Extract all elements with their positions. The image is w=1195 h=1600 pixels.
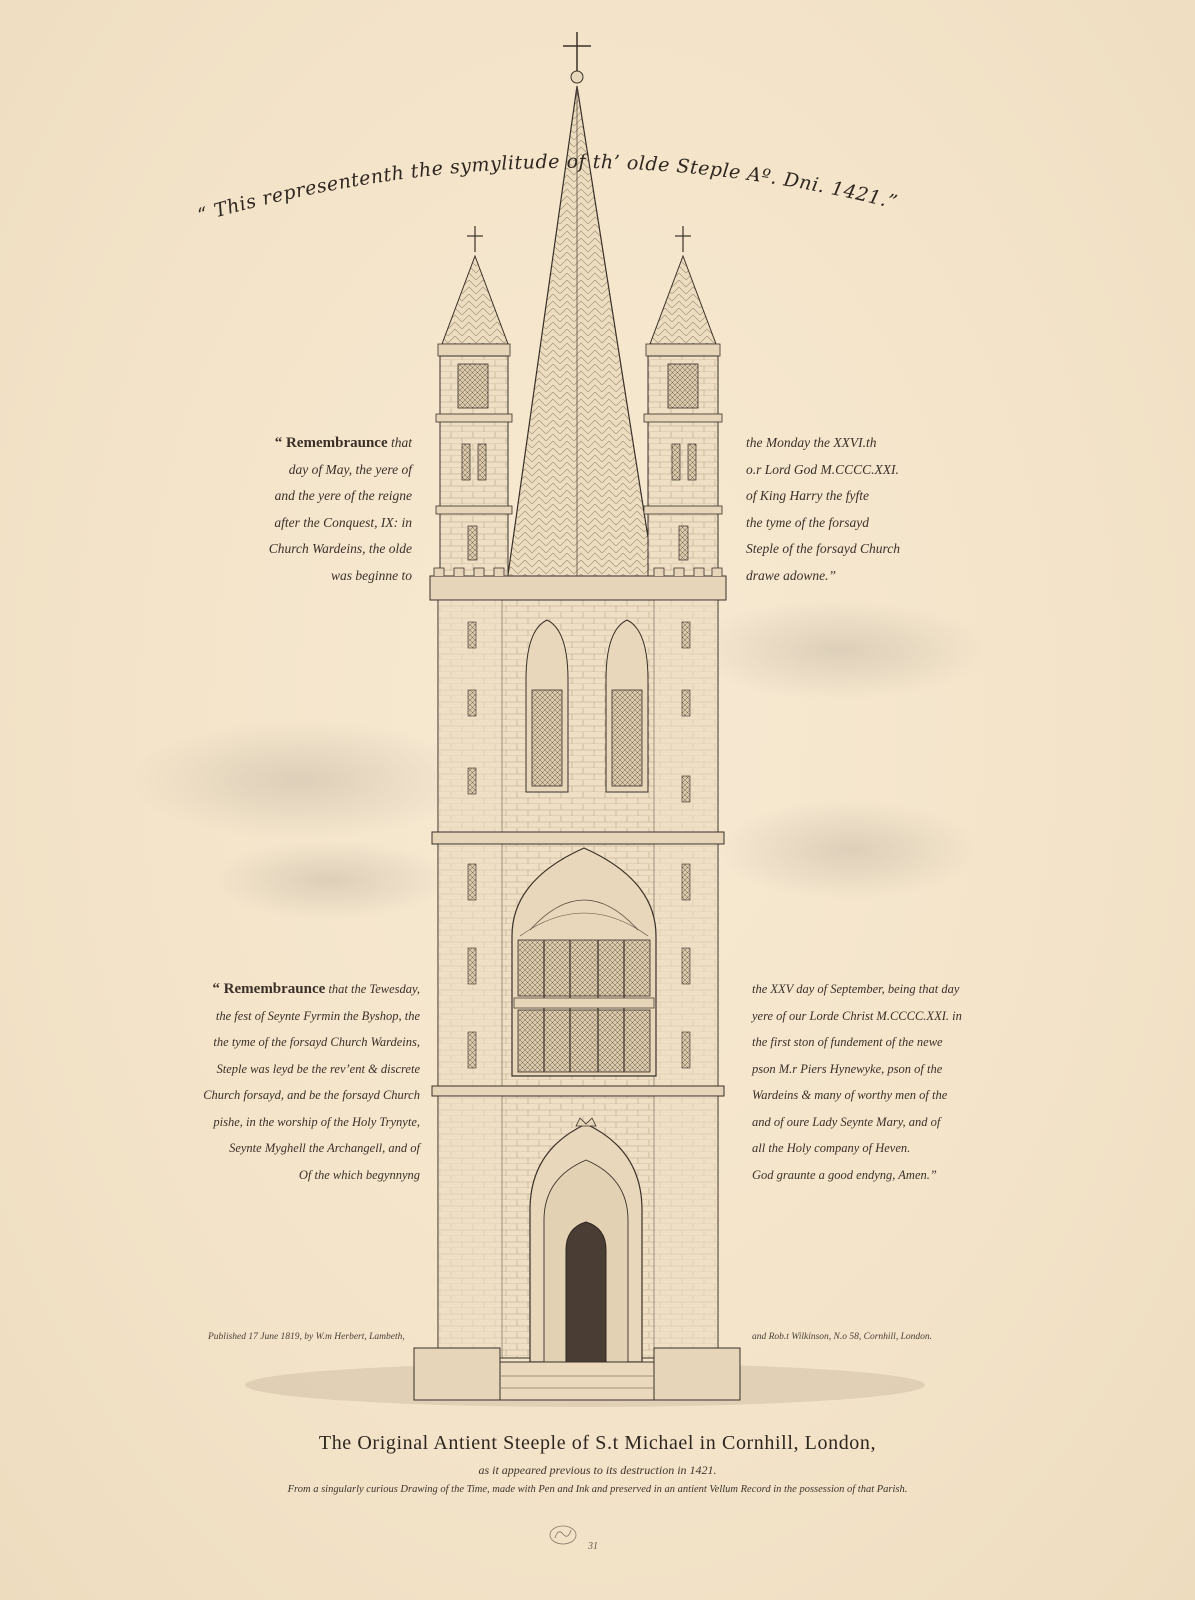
inscription-line: the tyme of the forsayd Church Wardeins, xyxy=(213,1035,420,1049)
tower-body xyxy=(414,568,740,1400)
svg-text:“ This represententh the symyl xyxy=(195,151,899,227)
inscription-line: Church forsayd, and be the forsayd Church xyxy=(203,1088,420,1102)
inscription-line: all the Holy company of Heven. xyxy=(752,1141,911,1155)
inscription-line: drawe adowne.” xyxy=(746,567,837,583)
left-turret xyxy=(436,226,512,588)
cloud-left-lower xyxy=(210,840,450,920)
inscription-lead: “ Remembraunce xyxy=(274,435,388,451)
publisher-right: and Rob.t Wilkinson, N.o 58, Cornhill, London. xyxy=(752,1332,932,1342)
inscription-line: was beginne to xyxy=(331,567,412,583)
inscription-line: the XXV day of September, being that day xyxy=(752,982,960,996)
inscription-right-lower xyxy=(752,976,1012,1188)
plate-source-note: From a singularly curious Drawing of the Time, made with Pen and Ink and preserved in an antient Vellum Record in the possession of that Parish. xyxy=(287,1484,908,1495)
inscription-line: Wardeins & many of worthy men of the xyxy=(752,1088,948,1102)
central-spire xyxy=(507,32,655,582)
cloud-right xyxy=(690,600,990,700)
inscription-line: the first ston of fundement of the newe xyxy=(752,1035,943,1049)
inscription-line: the fest of Seynte Fyrmin the Byshop, the xyxy=(215,1008,420,1023)
inscription-line: and of oure Lady Seynte Mary, and of xyxy=(752,1114,941,1129)
monogram-icon xyxy=(548,1524,578,1546)
inscription-line: that xyxy=(390,435,412,450)
inscription-line: Of the which begynnyng xyxy=(298,1167,420,1182)
heading-inscription-text: “ This represententh the symylitude of th’ olde Steple Aº. Dni. 1421.” xyxy=(195,150,900,227)
heading-inscription xyxy=(190,150,910,230)
cloud-left xyxy=(130,720,470,840)
inscription-left-upper xyxy=(180,430,412,589)
publisher-left: Published 17 June 1819, by W.m Herbert, Lambeth, xyxy=(208,1332,405,1342)
plate-title: The Original Antient Steeple of S.t Michael in Cornhill, London, xyxy=(318,1432,877,1454)
inscription-line: pson M.r Piers Hynewyke, pson of the xyxy=(752,1061,943,1076)
inscription-line: o.r Lord God M.CCCC.XXI. xyxy=(746,461,899,477)
inscription-line: that the Tewesday, xyxy=(328,982,420,996)
inscription-line: yere of our Lorde Christ M.CCCC.XXI. in xyxy=(752,1008,962,1023)
inscription-right-upper xyxy=(746,430,986,589)
inscription-lead: “ Remembraunce xyxy=(212,981,326,997)
inscription-line: the tyme of the forsayd xyxy=(746,514,869,530)
inscription-line: day of May, the yere of xyxy=(288,461,412,477)
inscription-line: and the yere of the reigne xyxy=(274,488,412,503)
inscription-line: pishe, in the worship of the Holy Trynyte, xyxy=(213,1114,420,1129)
inscription-line: Steple was leyd be the rev’ent & discrete xyxy=(216,1061,420,1076)
inscription-line: of King Harry the fyfte xyxy=(746,488,869,503)
inscription-line: Church Wardeins, the olde xyxy=(268,541,412,556)
cloud-right-lower xyxy=(720,800,980,900)
page-number: 31 xyxy=(588,1541,598,1552)
inscription-line: the Monday the XXVI.th xyxy=(746,435,877,450)
plate-subtitle: as it appeared previous to its destruction in 1421. xyxy=(478,1463,717,1477)
inscription-line: God graunte a good endyng, Amen.” xyxy=(752,1167,937,1182)
inscription-line: Seynte Myghell the Archangell, and of xyxy=(229,1141,420,1155)
right-turret xyxy=(644,226,722,588)
inscription-line: after the Conquest, IX: in xyxy=(274,514,412,530)
inscription-line: Steple of the forsayd Church xyxy=(746,541,900,556)
inscription-left-lower xyxy=(150,976,420,1188)
